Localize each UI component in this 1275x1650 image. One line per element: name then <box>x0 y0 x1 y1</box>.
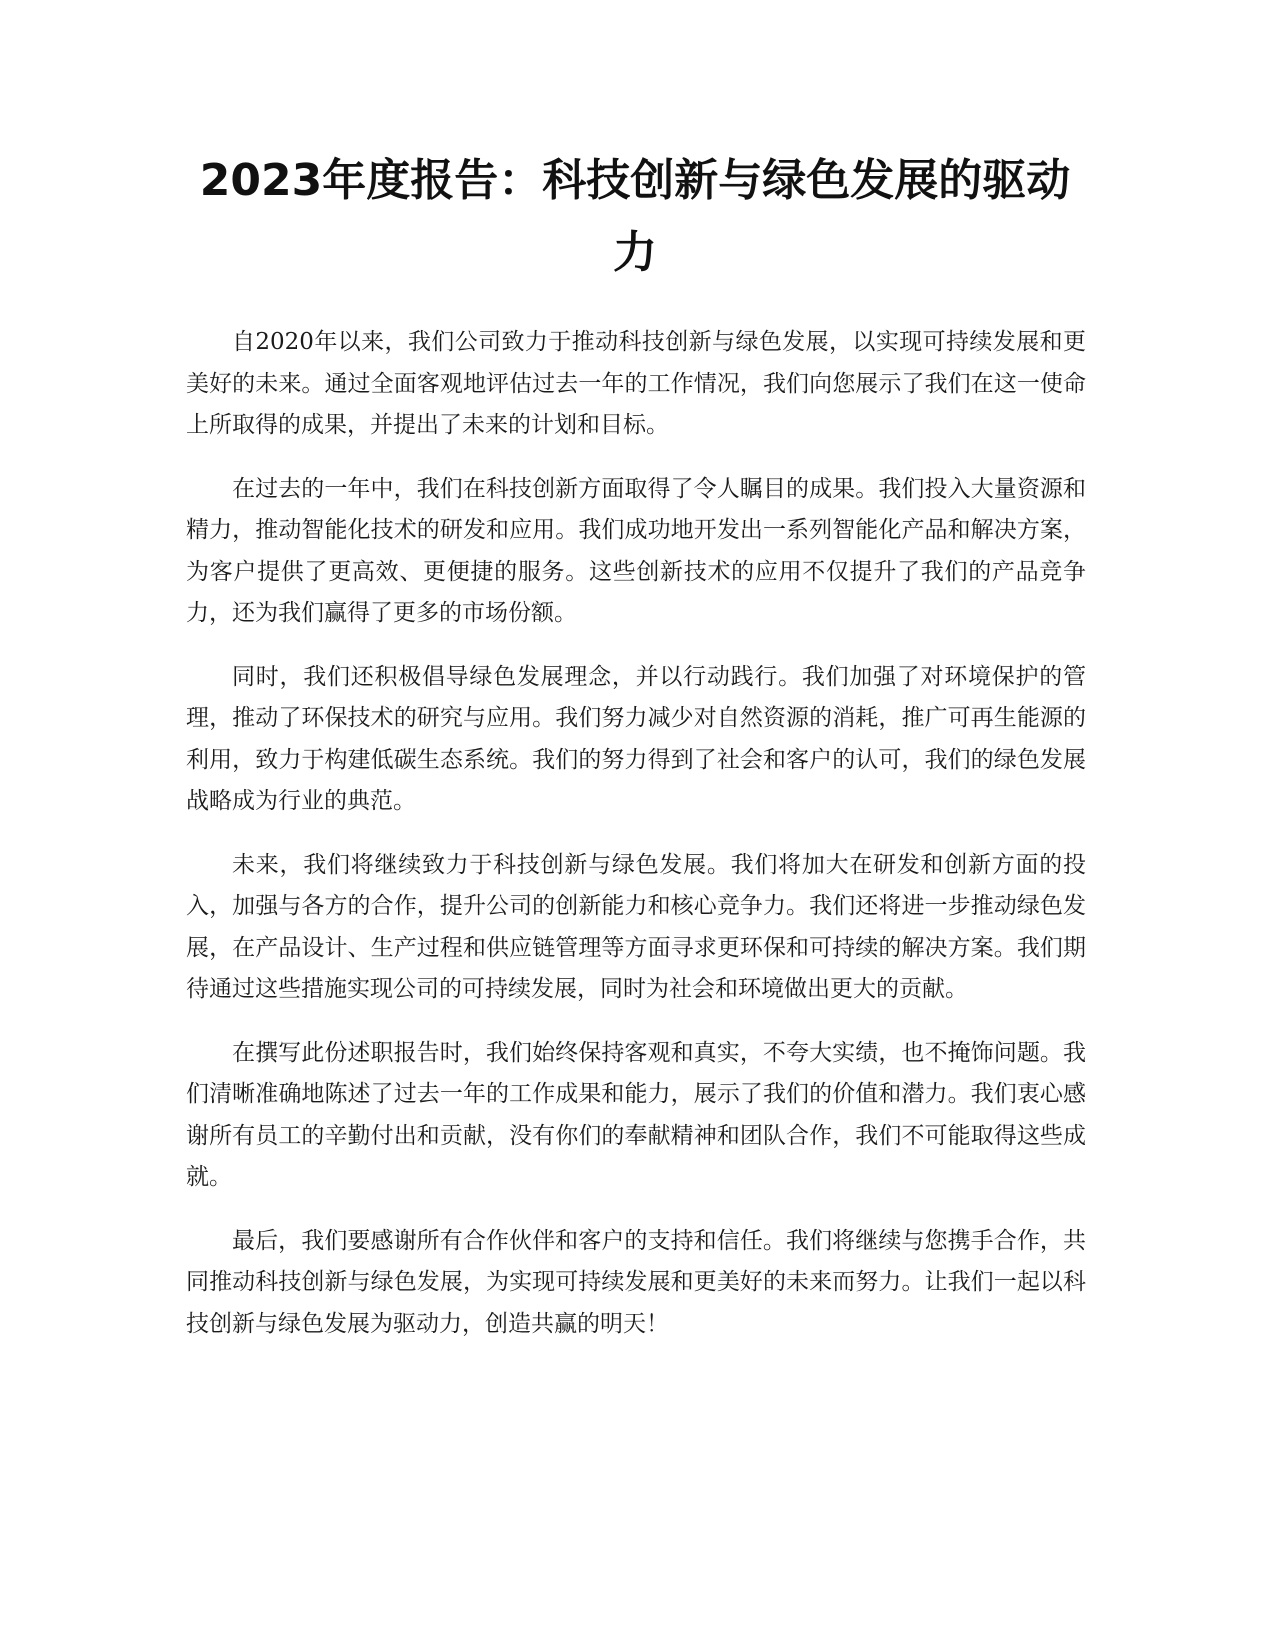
paragraph-objectivity: 在撰写此份述职报告时，我们始终保持客观和真实，不夸大实绩，也不掩饰问题。我们清晰准确地陈述了过去一年的工作成果和能力，展示了我们的价值和潜力。我们衷心感谢所有员工的辛勤付出和贡献，没有你们的奉献精神和团队合作，我们不可能取得这些成就。 <box>186 1039 1086 1190</box>
document-body <box>186 322 1086 1367</box>
paragraph-intro: 自2020年以来，我们公司致力于推动科技创新与绿色发展，以实现可持续发展和更美好的未来。通过全面客观地评估过去一年的工作情况，我们向您展示了我们在这一使命上所取得的成果，并提出了未来的计划和目标。 <box>186 329 1086 438</box>
paragraph-future-plans: 未来，我们将继续致力于科技创新与绿色发展。我们将加大在研发和创新方面的投入，加强与各方的合作，提升公司的创新能力和核心竞争力。我们还将进一步推动绿色发展，在产品设计、生产过程和供应链管理等方面寻求更环保和可持续的解决方案。我们期待通过这些措施实现公司的可持续发展，同时为社会和环境做出更大的贡献。 <box>186 851 1086 1002</box>
paragraph-tech-innovation: 在过去的一年中，我们在科技创新方面取得了令人瞩目的成果。我们投入大量资源和精力，推动智能化技术的研发和应用。我们成功地开发出一系列智能化产品和解决方案，为客户提供了更高效、更便捷的服务。这些创新技术的应用不仅提升了我们的产品竞争力，还为我们赢得了更多的市场份额。 <box>186 475 1086 626</box>
document-title: 2023年度报告：科技创新与绿色发展的驱动力 <box>199 155 1071 278</box>
paragraph-closing: 最后，我们要感谢所有合作伙伴和客户的支持和信任。我们将继续与您携手合作，共同推动科技创新与绿色发展，为实现可持续发展和更美好的未来而努力。让我们一起以科技创新与绿色发展为驱动力，创造共赢的明天！ <box>186 1227 1086 1337</box>
paragraph-green-development: 同时，我们还积极倡导绿色发展理念，并以行动践行。我们加强了对环境保护的管理，推动了环保技术的研究与应用。我们努力减少对自然资源的消耗，推广可再生能源的利用，致力于构建低碳生态系统。我们的努力得到了社会和客户的认可，我们的绿色发展战略成为行业的典范。 <box>186 663 1086 814</box>
